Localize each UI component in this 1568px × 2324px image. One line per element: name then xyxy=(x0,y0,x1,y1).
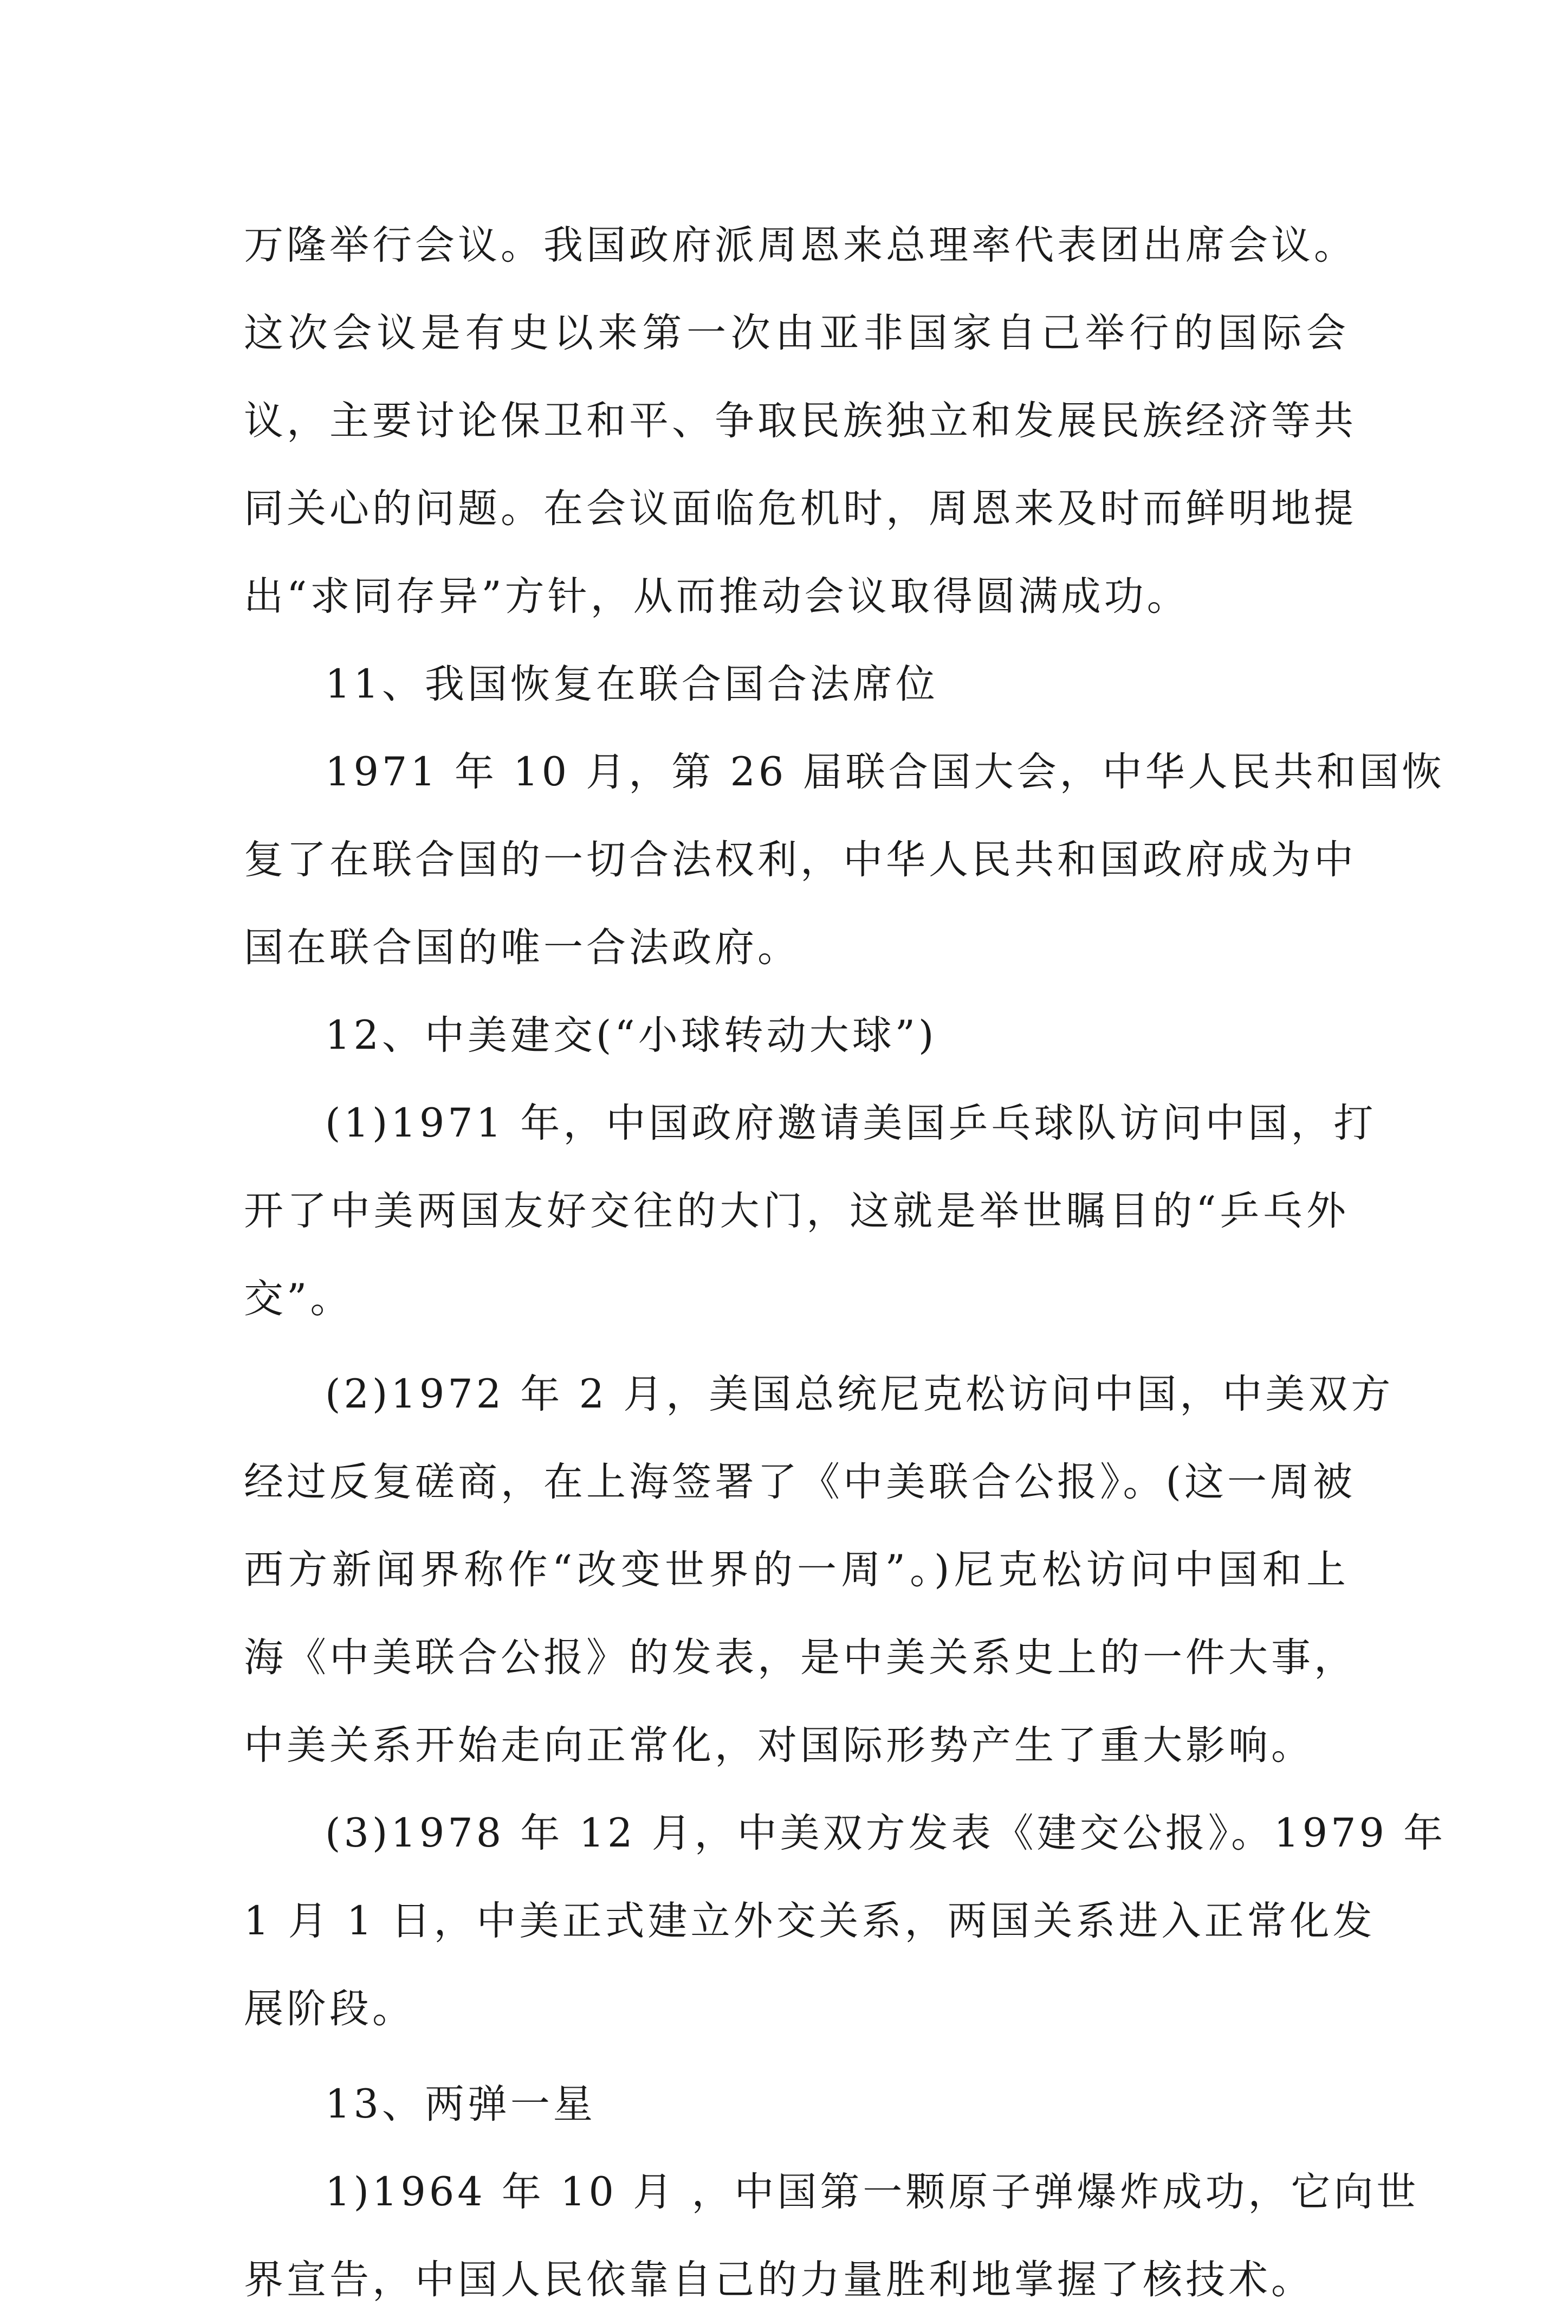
paragraph-line: 交”。 xyxy=(244,1276,353,1322)
paragraph-line: 国在联合国的唯一合法政府。 xyxy=(244,925,800,971)
section-heading-12: 12、中美建交(“小球转动大球”) xyxy=(325,1012,937,1058)
paragraph-line: 开了中美两国友好交往的大门，这就是举世瞩目的“乒乓外 xyxy=(244,1188,1349,1234)
section-heading-11: 11、我国恢复在联合国合法席位 xyxy=(325,661,938,707)
section-heading-13: 13、两弹一星 xyxy=(325,2081,596,2127)
paragraph-line: 1)1964 年 10 月 ，中国第一颗原子弹爆炸成功，它向世 xyxy=(325,2169,1420,2215)
paragraph-line: 西方新闻界称作“改变世界的一周”。)尼克松访问中国和上 xyxy=(244,1547,1349,1593)
paragraph-line: (3)1978 年 12 月，中美双方发表《建交公报》。1979 年 xyxy=(325,1810,1447,1856)
paragraph-line: (1)1971 年，中国政府邀请美国乒乓球队访问中国，打 xyxy=(325,1100,1377,1146)
paragraph-line: 经过反复磋商，在上海签署了《中美联合公报》。(这一周被 xyxy=(244,1459,1356,1505)
body-text xyxy=(244,202,1447,2324)
paragraph-line: 同关心的问题。在会议面临危机时，周恩来及时而鲜明地提 xyxy=(244,486,1357,532)
paragraph-line: 1 月 1 日，中美正式建立外交关系，两国关系进入正常化发 xyxy=(244,1898,1376,1944)
paragraph-line: 议，主要讨论保卫和平、争取民族独立和发展民族经济等共 xyxy=(244,398,1357,444)
paragraph-line: 1971 年 10 月，第 26 届联合国大会，中华人民共和国恢 xyxy=(325,749,1445,795)
paragraph-line: 海《中美联合公报》的发表，是中美关系史上的一件大事， xyxy=(244,1635,1357,1681)
paragraph-line: 中美关系开始走向正常化，对国际形势产生了重大影响。 xyxy=(244,1722,1314,1768)
paragraph-line: 展阶段。 xyxy=(244,1986,415,2032)
paragraph-line: 出“求同存异”方针，从而推动会议取得圆满成功。 xyxy=(244,573,1190,619)
paragraph-line: 复了在联合国的一切合法权利，中华人民共和国政府成为中 xyxy=(244,837,1357,883)
paragraph-line: 这次会议是有史以来第一次由亚非国家自己举行的国际会 xyxy=(244,310,1349,356)
paragraph-line: (2)1972 年 2 月，美国总统尼克松访问中国，中美双方 xyxy=(325,1371,1394,1417)
paragraph-line: 界宣告，中国人民依靠自己的力量胜利地掌握了核技术。 xyxy=(244,2257,1314,2303)
paragraph-line: 万隆举行会议。我国政府派周恩来总理率代表团出席会议。 xyxy=(244,222,1357,268)
